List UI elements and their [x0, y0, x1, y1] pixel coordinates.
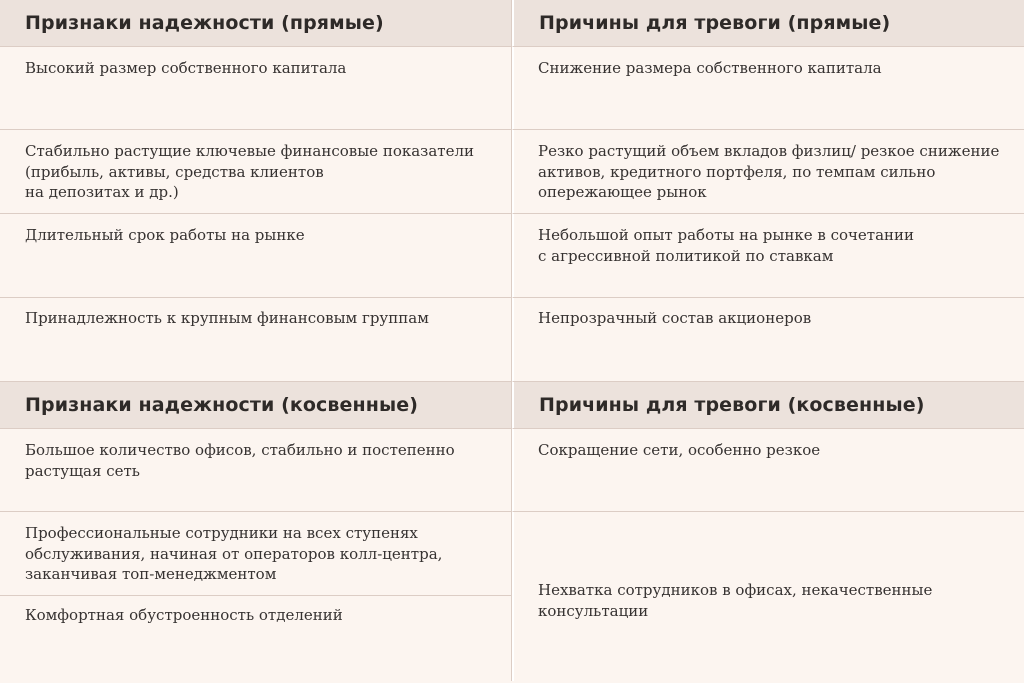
- cell-line: Большое количество офисов, стабильно и постепенно: [25, 441, 455, 459]
- cell-line: Непрозрачный состав акционеров: [538, 309, 812, 327]
- cell-line: Принадлежность к крупным финансовым группам: [25, 309, 429, 327]
- cell-line: опережающее рынок: [538, 183, 707, 201]
- cell-line: Профессиональные сотрудники на всех ступенях: [25, 524, 418, 542]
- table-cell: [0, 298, 512, 382]
- cell-line: Снижение размера собственного капитала: [538, 59, 882, 77]
- table-cell: [512, 130, 1024, 214]
- table-cell: [0, 429, 512, 512]
- table-cell: [0, 512, 512, 596]
- header-reliability-direct: [0, 0, 512, 47]
- cell-line: Длительный срок работы на рынке: [25, 226, 305, 244]
- table-cell: [512, 47, 1024, 130]
- table-cell: [512, 429, 1024, 512]
- cell-line: Высокий размер собственного капитала: [25, 59, 347, 77]
- cell-line: Сокращение сети, особенно резкое: [538, 441, 821, 459]
- table-cell: [512, 214, 1024, 298]
- cell-line: Комфортная обустроенность отделений: [25, 606, 343, 624]
- cell-line: на депозитах и др.): [25, 183, 179, 201]
- cell-line: Небольшой опыт работы на рынке в сочетании: [538, 226, 915, 244]
- header-reliability-indirect: [0, 382, 512, 429]
- header-alarm-indirect: [512, 382, 1024, 429]
- header-label: Признаки надежности (косвенные): [25, 394, 419, 416]
- cell-line: Стабильно растущие ключевые финансовые показатели: [25, 142, 474, 160]
- table-cell: [0, 596, 512, 681]
- cell-line: Резко растущий объем вкладов физлиц/ резкое снижение: [538, 142, 1000, 160]
- cell-line: Нехватка сотрудников в офисах, некачественные: [538, 581, 933, 599]
- cell-line: растущая сеть: [25, 461, 140, 480]
- header-alarm-direct: [512, 0, 1024, 47]
- table-cell: [512, 298, 1024, 382]
- cell-line: консультации: [538, 601, 649, 620]
- cell-line: заканчивая топ-менеджментом: [25, 565, 277, 583]
- table-cell: [0, 130, 512, 214]
- header-label: Признаки надежности (прямые): [25, 12, 384, 34]
- header-label: Причины для тревоги (прямые): [539, 12, 891, 34]
- header-label: Причины для тревоги (косвенные): [539, 394, 925, 416]
- table-cell: [0, 47, 512, 130]
- cell-line: обслуживания, начиная от операторов колл-центра,: [25, 544, 443, 563]
- table-cell: [0, 214, 512, 298]
- table-cell-merged: [512, 512, 1024, 681]
- cell-line: (прибыль, активы, средства клиентов: [25, 162, 324, 181]
- cell-line: активов, кредитного портфеля, по темпам сильно: [538, 162, 936, 181]
- cell-line: с агрессивной политикой по ставкам: [538, 246, 834, 265]
